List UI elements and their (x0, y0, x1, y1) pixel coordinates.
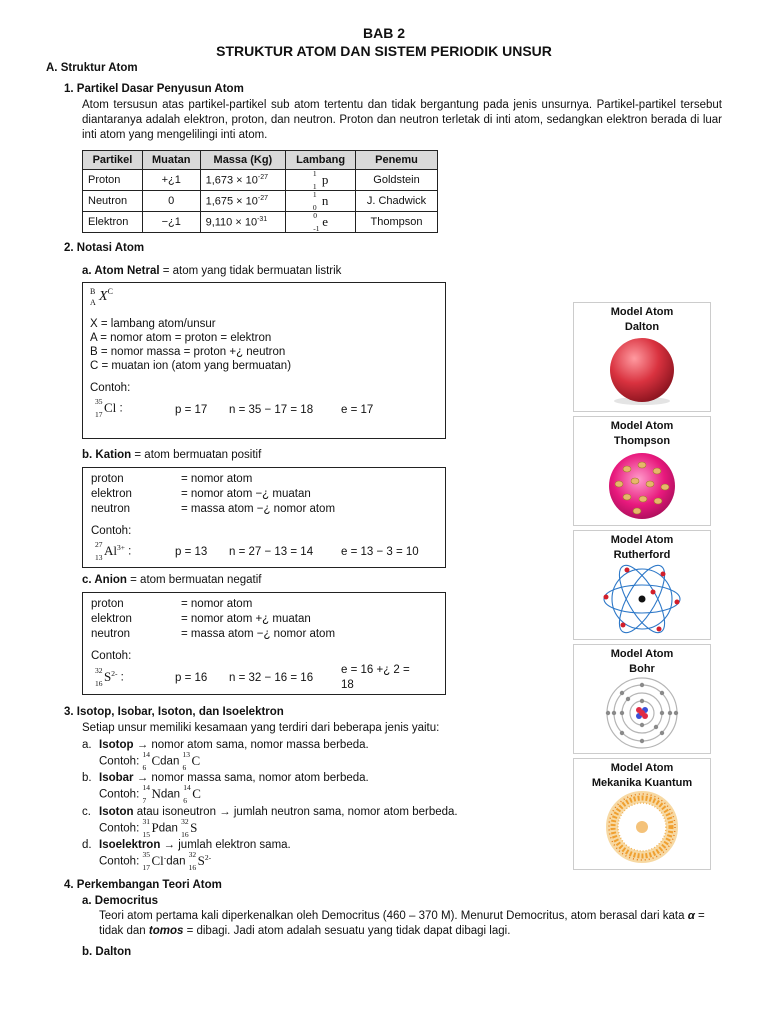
ex-mass: 13 (182, 750, 191, 759)
row-value: = nomor atom −¿ muatan (181, 488, 311, 500)
kation-label: b. Kation (82, 449, 132, 461)
mass-exponent: -31 (257, 215, 268, 223)
mass-value: 1,673 × 10 (205, 174, 258, 187)
isobar-example (99, 783, 201, 806)
chapter-label: BAB 2 (362, 25, 405, 41)
section-3-title: 3. Isotop, Isobar, Isoton, dan Isoelektron (64, 706, 284, 718)
row-value: = nomor atom +¿ muatan (181, 613, 311, 625)
ex-number: 17 (142, 863, 150, 873)
item-term: Isotop (99, 739, 134, 751)
kation-row (91, 502, 335, 517)
row-key: elektron (91, 613, 132, 625)
ex-mass: 31 (142, 817, 150, 826)
isotop-item (82, 738, 369, 753)
ex-dan: dan (160, 755, 183, 768)
model-card-quantum (573, 758, 711, 870)
anion-heading (82, 573, 262, 588)
table-cell: Proton (83, 170, 143, 191)
table-cell (286, 170, 356, 191)
democritus-alpha: α (687, 910, 695, 922)
table-header: Penemu (356, 151, 438, 170)
contoh-prefix: Contoh: (99, 755, 143, 768)
kation-row (91, 487, 311, 502)
isoelektron-item (82, 838, 291, 853)
ex-number: 6 (182, 763, 187, 773)
item-letter: b. (82, 772, 92, 784)
section-2-title: 2. Notasi Atom (64, 242, 145, 254)
anion-label: c. Anion (82, 574, 127, 586)
model-title-line2: Mekanika Kuantum (591, 776, 693, 789)
row-value: = nomor atom (181, 598, 253, 610)
contoh-prefix: Contoh: (99, 788, 143, 801)
table-cell (286, 191, 356, 212)
model-title-line1: Model Atom (610, 534, 674, 546)
example-p: p = 16 (175, 672, 208, 684)
anion-box (82, 592, 446, 695)
contoh-label: Contoh: (91, 525, 132, 537)
table-cell: Thompson (356, 212, 438, 233)
dalton-model-icon (597, 335, 687, 407)
lambang-number: 1 (312, 181, 317, 191)
example-mass: 35 (95, 397, 103, 406)
model-title-line1: Model Atom (610, 762, 674, 774)
ex-symbol: C (191, 753, 201, 768)
example-e: e = 16 +¿ 2 = 18 (341, 664, 410, 691)
ex-symbol: Cl (151, 853, 164, 868)
ex-dan: dan (166, 855, 189, 868)
thompson-model-icon (597, 449, 687, 521)
ex-number: 16 (181, 830, 189, 840)
rutherford-model-icon (597, 563, 687, 635)
table-header: Lambang (286, 151, 356, 170)
mass-exponent: -27 (257, 173, 269, 181)
ex-charge: 2- (204, 853, 212, 863)
kation-heading (82, 448, 261, 463)
example-al: 27 13 $Al^{3+}$ : (95, 540, 132, 563)
row-value: = massa atom −¿ nomor atom (181, 628, 336, 640)
anion-row (91, 597, 252, 612)
atom-netral-heading (82, 264, 341, 279)
ex-number: 6 (142, 763, 147, 773)
section-1-title: 1. Partikel Dasar Penyusun Atom (64, 83, 244, 95)
ex-symbol: P (151, 820, 159, 835)
model-title (574, 761, 710, 791)
item-desc: → jumlah elektron sama. (160, 839, 291, 851)
model-title-line1: Model Atom (610, 648, 674, 660)
model-title-line2: Bohr (629, 662, 655, 675)
contoh-label: Contoh: (90, 382, 131, 394)
row-key: neutron (91, 628, 131, 640)
table-header: Muatan (142, 151, 200, 170)
example-mass: 32 (95, 666, 103, 675)
section-3-intro: Setiap unsur memiliki kesamaan yang terdiri dari beberapa jenis yaitu: (82, 722, 440, 734)
lambang-symbol: n (321, 192, 329, 208)
example-n: n = 32 − 16 = 16 (229, 672, 314, 684)
ex-mass: 35 (142, 850, 150, 859)
model-title-line1: Model Atom (610, 420, 674, 432)
example-charge: 2- (111, 669, 118, 679)
notation-line: X = lambang atom/unsur (90, 318, 216, 330)
ex-symbol: S (190, 820, 198, 835)
contoh-prefix: Contoh: (99, 822, 143, 835)
example-e: e = 17 (341, 404, 374, 416)
kation-def: = atom bermuatan positif (131, 449, 262, 461)
dalton-title: b. Dalton (82, 946, 132, 958)
notation-formula: B A $X^C$ (90, 287, 113, 307)
row-value: = massa atom −¿ nomor atom (181, 503, 336, 515)
section-1-paragraph: Atom tersusun atas partikel-partikel sub atom tertentu dan tidak bergantung pada jenis unsurnya. Partikel-partikel tersebut diantaranya adalah elektron, proton, dan neutron. Proton dan neutron terletak di inti atom, sedangkan elektron berada di luar inti atom yang mengelilingi inti atom. (82, 99, 722, 142)
table-cell: Neutron (83, 191, 143, 212)
mass-value: 1,675 × 10 (205, 195, 258, 208)
anion-row (91, 612, 311, 627)
model-card-bohr (573, 644, 711, 754)
example-s: 32 16 $S^{2-}$ : (95, 666, 124, 689)
ex-mass: 14 (183, 783, 191, 792)
model-title-line2: Dalton (624, 320, 660, 333)
item-desc: atau isoneutron → jumlah neutron sama, nomor atom berbeda. (133, 806, 458, 818)
model-card-thompson (573, 416, 711, 526)
isoelektron-example (99, 850, 212, 873)
lambang-mass: 0 (313, 210, 317, 220)
ex-mass: 32 (188, 850, 197, 859)
notation-line: C = muatan ion (atom yang bermuatan) (90, 360, 292, 372)
kation-row (91, 472, 252, 487)
ex-charge: - (163, 853, 167, 863)
item-desc: → nomor atom sama, nomor massa berbeda. (133, 739, 369, 751)
democritus-title: a. Democritus (82, 895, 159, 907)
table-header: Partikel (83, 151, 143, 170)
example-symbol: S (104, 669, 112, 684)
atom-netral-box (82, 282, 446, 439)
model-title (574, 647, 710, 677)
lambang-symbol: e (322, 213, 328, 229)
lambang-number: -1 (313, 223, 320, 233)
atom-netral-label: a. Atom Netral (82, 265, 160, 277)
example-symbol: Cl (104, 400, 117, 415)
lambang-mass: 1 (312, 168, 317, 178)
table-cell: +¿1 (142, 170, 200, 191)
table-header-row (83, 151, 438, 170)
isoton-example (99, 817, 198, 840)
notation-line: B = nomor massa = proton +¿ neutron (90, 346, 286, 358)
isoton-item (82, 805, 458, 820)
row-key: elektron (91, 488, 132, 500)
contoh-label: Contoh: (91, 650, 132, 662)
democritus-text-3: = dibagi. Jadi atom adalah sesuatu yang tidak dapat dibagi lagi. (183, 925, 511, 938)
ex-number: 16 (188, 863, 197, 873)
lambang-number: 0 (312, 202, 317, 212)
section-a-title: A. Struktur Atom (46, 62, 138, 74)
item-desc: → nomor massa sama, nomor atom berbeda. (133, 772, 369, 784)
row-value: = nomor atom (181, 473, 253, 485)
table-row (83, 212, 438, 233)
mass-value: 9,110 × 10 (205, 216, 258, 229)
model-title-line1: Model Atom (610, 306, 674, 318)
kation-box (82, 467, 446, 568)
anion-def: = atom bermuatan negatif (126, 574, 262, 586)
ex-number: 6 (183, 796, 188, 806)
example-charge: 3+ (117, 543, 125, 553)
lambang-mass: 1 (312, 189, 317, 199)
lambang-symbol: p (321, 171, 329, 187)
ex-mass: 14 (142, 750, 150, 759)
row-key: proton (91, 598, 124, 610)
table-row (83, 170, 438, 191)
isotop-example (99, 750, 201, 773)
item-term: Isobar (99, 772, 134, 784)
ex-mass: 14 (142, 783, 150, 792)
democritus-text-1: Teori atom pertama kali diperkenalkan oleh Democritus (460 – 370 M). Menurut Democritus, atom berasal dari kata (99, 910, 688, 922)
democritus-paragraph (99, 909, 723, 939)
ex-symbol: C (192, 786, 201, 801)
example-symbol: Al (104, 543, 117, 558)
democritus-text-2: = tidak dan (99, 910, 705, 938)
isobar-item (82, 771, 369, 786)
section-4-title: 4. Perkembangan Teori Atom (64, 879, 222, 891)
particle-table (82, 150, 438, 233)
example-p: p = 17 (175, 404, 208, 416)
item-letter: c. (82, 806, 91, 818)
example-number: 13 (95, 553, 103, 563)
table-cell: −¿1 (142, 212, 200, 233)
table-cell (286, 212, 356, 233)
notation-line: A = nomor atom = proton = elektron (90, 332, 272, 344)
example-e: e = 13 − 3 = 10 (341, 546, 419, 558)
contoh-prefix: Contoh: (99, 855, 143, 868)
quantum-model-icon (597, 791, 687, 863)
ex-symbol: N (151, 786, 161, 801)
example-n: n = 35 − 17 = 18 (229, 404, 314, 416)
model-title (574, 419, 710, 449)
example-n: n = 27 − 13 = 14 (229, 546, 314, 558)
example-mass: 27 (95, 540, 103, 549)
table-cell (200, 191, 286, 212)
table-cell: 0 (142, 191, 200, 212)
table-header: Massa (Kg) (200, 151, 286, 170)
example-cl: 35 17 Cl : (95, 397, 123, 420)
table-cell (200, 212, 286, 233)
table-cell: Elektron (83, 212, 143, 233)
example-number: 17 (95, 410, 103, 420)
model-title (574, 305, 710, 335)
table-row (83, 191, 438, 212)
item-term: Isoton (99, 806, 134, 818)
ex-symbol: C (151, 753, 161, 768)
ex-symbol: S (197, 853, 205, 868)
model-card-dalton (573, 302, 711, 412)
model-title (574, 533, 710, 563)
row-key: proton (91, 473, 124, 485)
example-number: 16 (95, 679, 103, 689)
ex-mass: 32 (181, 817, 189, 826)
row-key: neutron (91, 503, 131, 515)
democritus-tomos: tomos (148, 925, 184, 938)
ex-dan: dan (158, 822, 182, 835)
model-title-line2: Thompson (613, 434, 671, 447)
example-p: p = 13 (175, 546, 208, 558)
table-cell (200, 170, 286, 191)
anion-row (91, 627, 335, 642)
item-term: Isoelektron (99, 839, 161, 851)
item-letter: a. (82, 739, 92, 751)
table-cell: J. Chadwick (356, 191, 438, 212)
bohr-model-icon (597, 677, 687, 749)
page-title: STRUKTUR ATOM DAN SISTEM PERIODIK UNSUR (216, 43, 552, 59)
mass-exponent: -27 (257, 194, 269, 202)
ex-dan: dan (160, 788, 184, 801)
ex-number: 7 (142, 796, 147, 806)
model-title-line2: Rutherford (613, 548, 671, 561)
item-letter: d. (82, 839, 92, 851)
model-card-rutherford (573, 530, 711, 640)
table-cell: Goldstein (356, 170, 438, 191)
atom-netral-def: = atom yang tidak bermuatan listrik (159, 265, 342, 277)
ex-number: 15 (142, 830, 150, 840)
